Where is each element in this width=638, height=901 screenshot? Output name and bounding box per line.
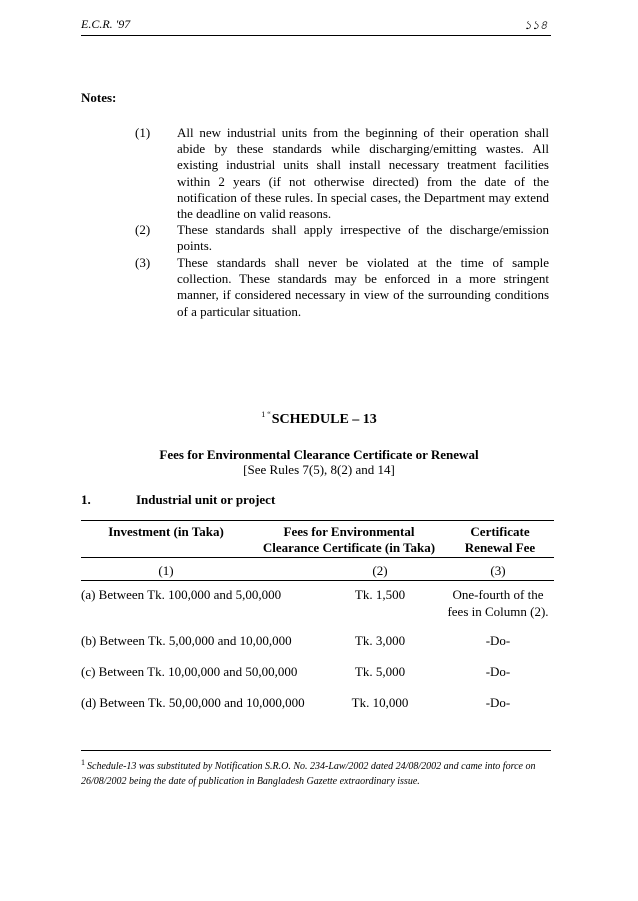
schedule-title-text: SCHEDULE – 13 xyxy=(271,412,377,427)
cell-fee: Tk. 10,000 xyxy=(351,695,409,710)
cell-fee: Tk. 3,000 xyxy=(354,633,406,648)
cell-investment: (a) Between Tk. 100,000 and 5,00,000 xyxy=(81,587,282,602)
note-number: (2) xyxy=(135,222,151,237)
notes-title: Notes: xyxy=(81,90,117,105)
note-number: (1) xyxy=(135,125,151,140)
note-text: All new industrial units from the beginning of their operation shall abide by these standards while discharging/emitting wastes. All existing industrial units shall install necessary treatment facilities within 2 years (if not otherwise directed) from the date of the notification of these rules. In special cases, the Department may extend the deadline on valid reasons. xyxy=(177,125,549,222)
schedule-subtitle: Fees for Environmental Clearance Certificate or Renewal xyxy=(159,447,479,462)
cell-investment: (c) Between Tk. 10,00,000 and 50,00,000 xyxy=(81,664,298,679)
schedule-title xyxy=(0,410,638,428)
note-item-2 xyxy=(135,222,549,254)
page-number: ১১৪ xyxy=(524,18,548,32)
note-item-1 xyxy=(135,125,549,222)
footnote xyxy=(81,755,551,789)
cell-renewal: -Do- xyxy=(485,633,511,648)
section-number: 1. xyxy=(81,492,91,507)
table-colnum-rule xyxy=(81,580,554,581)
column-header-renewal xyxy=(448,524,552,556)
footnote-text: Schedule-13 was substituted by Notification S.R.O. No. 234-Law/2002 dated 24/08/2002 and came into force on 26/08/2002 being the date of publication in Bangladesh Gazette extraordinary issue. xyxy=(81,761,536,787)
column-number-3: (3) xyxy=(490,563,506,578)
note-text: These standards shall never be violated at the time of sample collection. These standards may be enforced in a more stringent manner, if considered necessary in view of the surrounding conditions of a particular situation. xyxy=(177,255,549,319)
footnote-marker: 1 “ xyxy=(261,410,271,419)
cell-renewal: -Do- xyxy=(485,695,511,710)
note-number: (3) xyxy=(135,255,151,270)
rules-reference: [See Rules 7(5), 8(2) and 14] xyxy=(243,462,395,477)
cell-investment: (b) Between Tk. 5,00,000 and 10,00,000 xyxy=(81,633,292,648)
table-header-rule xyxy=(81,557,554,558)
cell-fee: Tk. 1,500 xyxy=(354,587,406,602)
section-title: Industrial unit or project xyxy=(136,492,276,507)
cell-renewal xyxy=(438,586,558,620)
cell-fee: Tk. 5,000 xyxy=(354,664,406,679)
column-header-renewal-line2: Renewal Fee xyxy=(464,540,536,555)
column-header-investment: Investment (in Taka) xyxy=(108,524,224,539)
note-text: These standards shall apply irrespective of the discharge/emission points. xyxy=(177,222,549,254)
column-number-1: (1) xyxy=(158,563,174,578)
column-number-2: (2) xyxy=(372,563,388,578)
column-header-renewal-line1: Certificate xyxy=(470,524,530,539)
footnote-rule xyxy=(81,750,551,751)
cell-renewal-line2: fees in Column (2). xyxy=(447,604,549,619)
cell-renewal: -Do- xyxy=(485,664,511,679)
header-left: E.C.R. '97 xyxy=(81,17,131,31)
column-header-fees xyxy=(254,524,444,556)
cell-investment: (d) Between Tk. 50,00,000 and 10,000,000 xyxy=(81,695,305,710)
column-header-fees-line1: Fees for Environmental xyxy=(283,524,415,539)
cell-renewal-line1: One-fourth of the xyxy=(452,587,544,602)
column-header-fees-line2: Clearance Certificate (in Taka) xyxy=(262,540,436,555)
note-item-3 xyxy=(135,255,549,320)
table-top-rule xyxy=(81,520,554,521)
footnote-number: 1 xyxy=(81,758,85,767)
header-rule xyxy=(81,35,551,36)
